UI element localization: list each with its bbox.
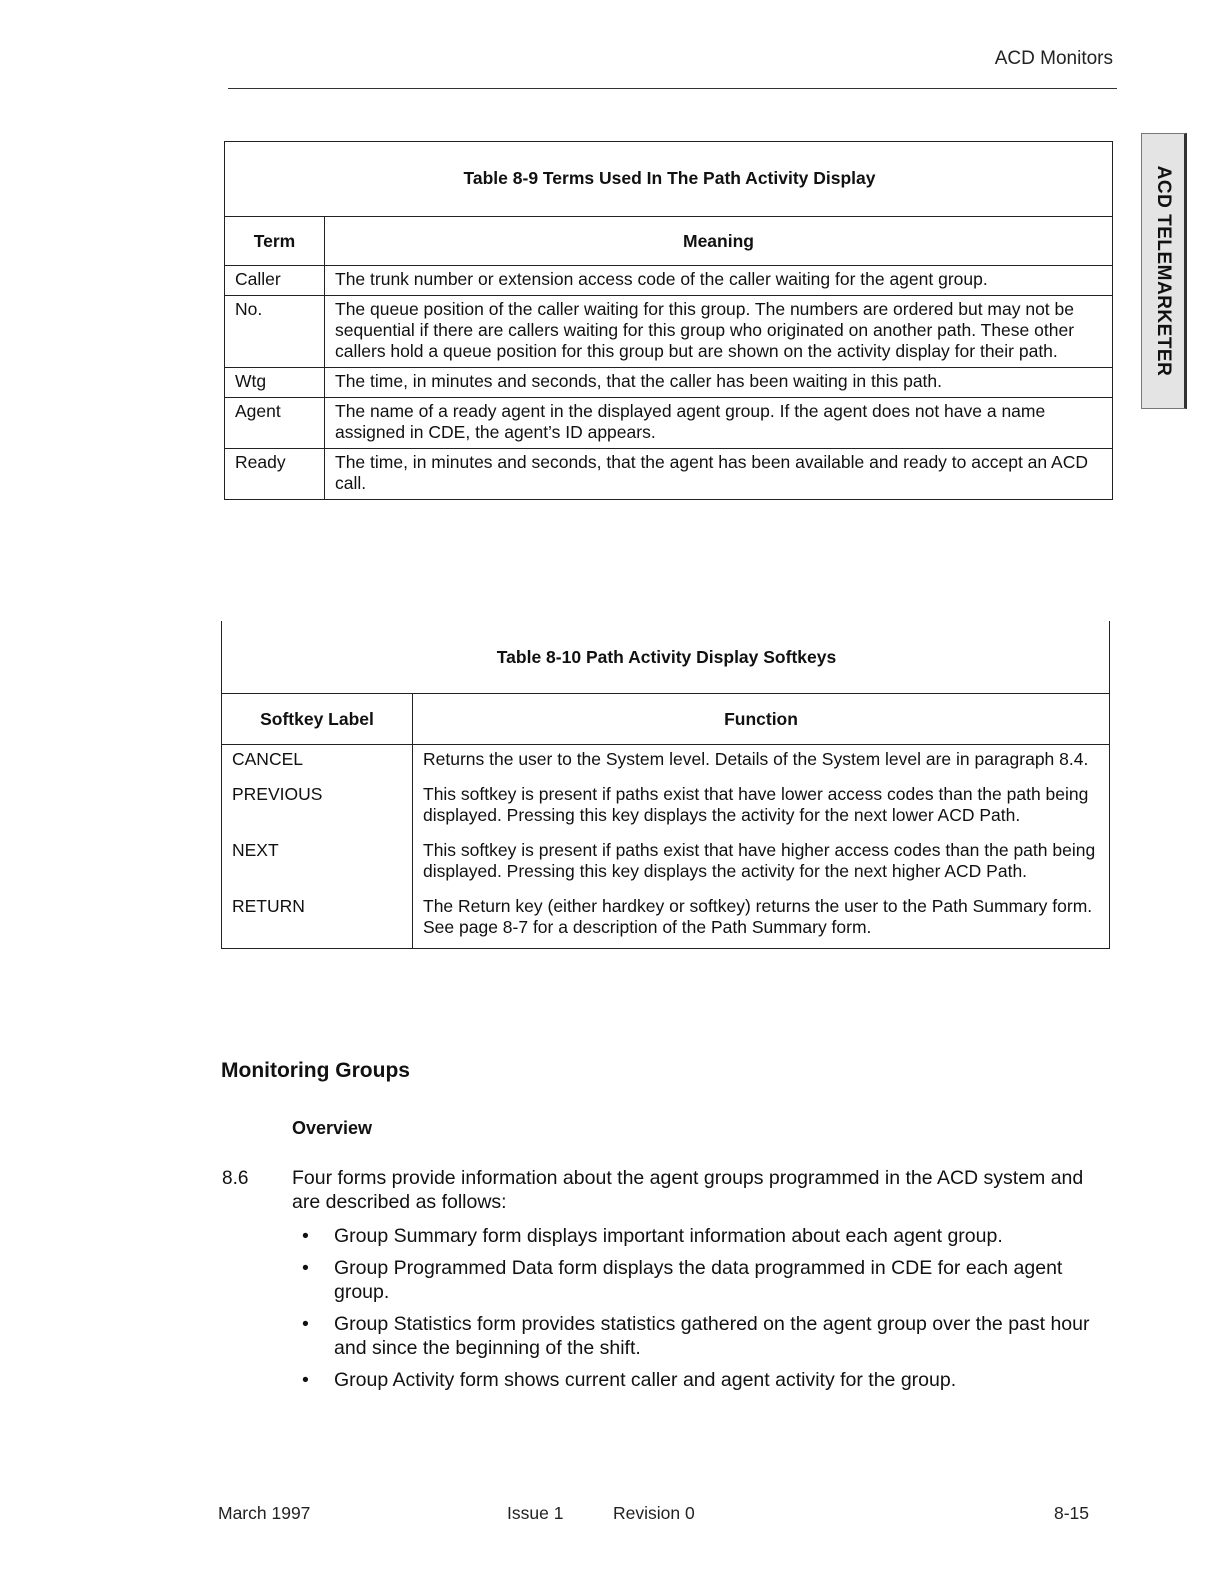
meaning-cell: The time, in minutes and seconds, that the caller has been waiting in this path. — [325, 368, 1113, 398]
term-cell: Wtg — [225, 368, 325, 398]
table-caption: Table 8-10 Path Activity Display Softkeys — [222, 621, 1110, 694]
column-header-meaning: Meaning — [325, 217, 1113, 266]
function-cell: This softkey is present if paths exist that have higher access codes than the path being displayed. Pressing this key displays the activity for the next higher ACD Path. — [413, 836, 1110, 892]
softkey-label-cell: RETURN — [222, 892, 413, 949]
list-item: • Group Summary form displays important information about each agent group. — [292, 1224, 1112, 1248]
column-header-softkey-label: Softkey Label — [222, 694, 413, 745]
function-cell: This softkey is present if paths exist that have lower access codes than the path being displayed. Pressing this key displays the activity for the next lower ACD Path. — [413, 780, 1110, 836]
softkeys-table — [221, 621, 1110, 949]
list-item: • Group Statistics form provides statistics gathered on the agent group over the past hour and since the beginning of the shift. — [292, 1312, 1112, 1360]
table-row — [225, 266, 1113, 296]
terms-table — [224, 141, 1113, 500]
meaning-cell: The queue position of the caller waiting for this group. The numbers are ordered but may not be sequential if there are callers waiting for this group who originated on another path. These other callers hold a queue position for this group but are shown on the activity display for their path. — [325, 296, 1113, 368]
term-cell: No. — [225, 296, 325, 368]
footer-revision: Revision 0 — [613, 1503, 695, 1523]
softkey-label-cell: CANCEL — [222, 745, 413, 781]
forms-list — [292, 1224, 1112, 1400]
running-header: ACD Monitors — [994, 48, 1113, 69]
paragraph-number: 8.6 — [222, 1168, 249, 1189]
header-rule — [228, 88, 1117, 89]
softkey-label-cell: NEXT — [222, 836, 413, 892]
table-row — [222, 780, 1110, 836]
table-row — [225, 449, 1113, 500]
term-cell: Ready — [225, 449, 325, 500]
table-row — [222, 892, 1110, 949]
table-row — [225, 368, 1113, 398]
column-header-term: Term — [225, 217, 325, 266]
section-side-tab — [1141, 133, 1187, 409]
subsection-heading: Overview — [292, 1118, 373, 1138]
table-caption: Table 8-9 Terms Used In The Path Activity Display — [225, 142, 1113, 217]
meaning-cell: The name of a ready agent in the displayed agent group. If the agent does not have a name assigned in CDE, the agent’s ID appears. — [325, 398, 1113, 449]
function-cell: Returns the user to the System level. Details of the System level are in paragraph 8.4. — [413, 745, 1110, 781]
table-row — [222, 745, 1110, 781]
term-cell: Caller — [225, 266, 325, 296]
side-tab-label: ACD TELEMARKETER — [1153, 165, 1174, 377]
function-cell: The Return key (either hardkey or softkey) returns the user to the Path Summary form. See page 8-7 for a description of the Path Summary form. — [413, 892, 1110, 949]
page-number: 8-15 — [1054, 1503, 1090, 1523]
footer-issue: Issue 1 — [507, 1503, 564, 1523]
softkey-label-cell: PREVIOUS — [222, 780, 413, 836]
table-row — [225, 398, 1113, 449]
intro-paragraph: Four forms provide information about the agent groups programmed in the ACD system and are described as follows: — [292, 1167, 1084, 1213]
table-row — [225, 296, 1113, 368]
list-item: • Group Programmed Data form displays the data programmed in CDE for each agent group. — [292, 1256, 1112, 1304]
meaning-cell: The trunk number or extension access code of the caller waiting for the agent group. — [325, 266, 1113, 296]
column-header-function: Function — [413, 694, 1110, 745]
section-heading: Monitoring Groups — [221, 1059, 410, 1082]
table-row — [222, 836, 1110, 892]
meaning-cell: The time, in minutes and seconds, that the agent has been available and ready to accept an ACD call. — [325, 449, 1113, 500]
list-item: • Group Activity form shows current caller and agent activity for the group. — [292, 1368, 1112, 1392]
footer-date: March 1997 — [218, 1503, 311, 1523]
term-cell: Agent — [225, 398, 325, 449]
